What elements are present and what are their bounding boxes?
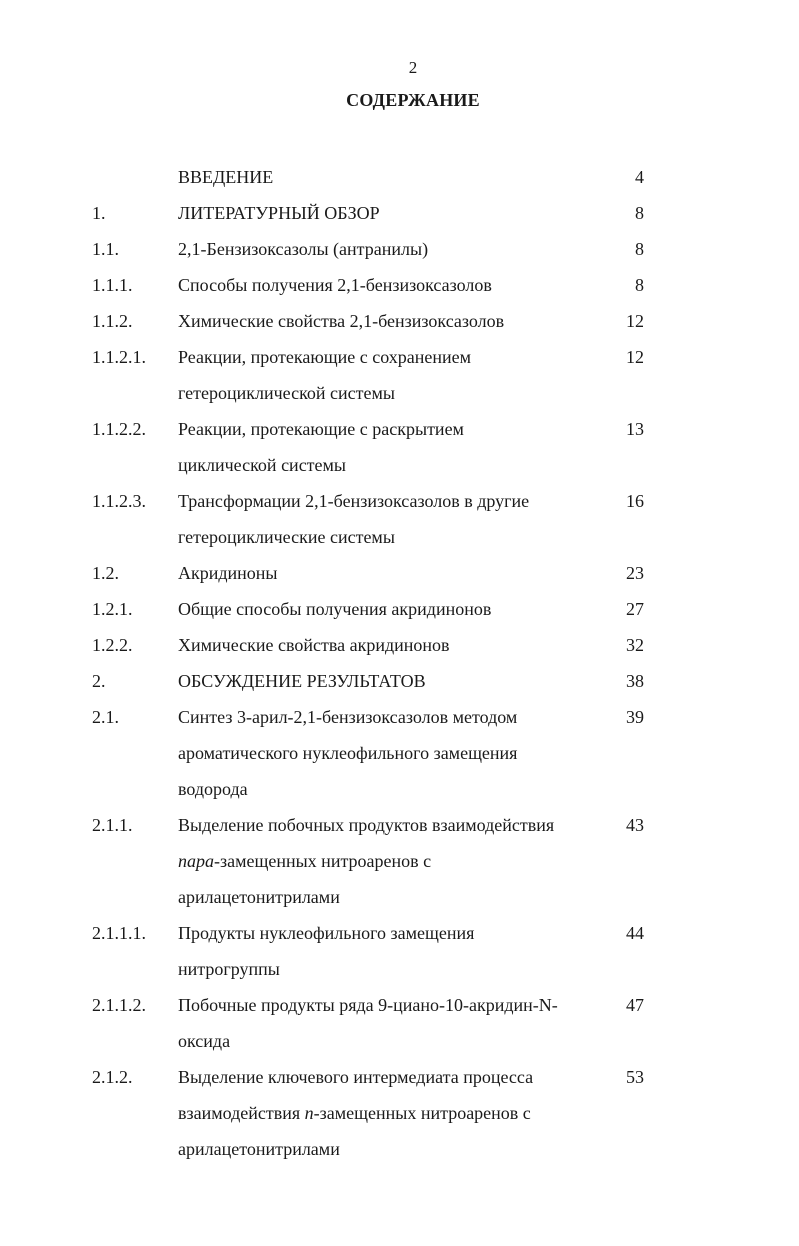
toc-number: 2.1.1.2. (92, 995, 146, 1015)
toc-entry-text: Акридиноны (178, 563, 278, 583)
table-of-contents (92, 159, 662, 1167)
toc-italic-term: пара (178, 851, 214, 871)
toc-page-number: 44 (626, 923, 644, 943)
toc-row (92, 1059, 662, 1167)
toc-page-number: 27 (626, 599, 644, 619)
toc-number: 1.1.2. (92, 311, 133, 331)
toc-number: 2.1.2. (92, 1067, 133, 1087)
page-number: 2 (408, 58, 418, 77)
toc-page-number: 8 (635, 239, 644, 259)
toc-number: 1. (92, 203, 106, 223)
toc-number: 1.1.2.1. (92, 347, 146, 367)
page-title: СОДЕРЖАНИЕ (346, 90, 480, 110)
toc-row (92, 339, 662, 411)
toc-number: 1.2.1. (92, 599, 133, 619)
toc-row (92, 267, 662, 303)
toc-number: 1.2.2. (92, 635, 133, 655)
toc-row (92, 663, 662, 699)
toc-number: 1.1.1. (92, 275, 133, 295)
toc-entry-text: Способы получения 2,1-бензизоксазолов (178, 275, 492, 295)
toc-page-number: 8 (635, 203, 644, 223)
toc-page-number: 16 (626, 491, 644, 511)
toc-row (92, 915, 662, 987)
toc-row (92, 987, 662, 1059)
toc-italic-term: п (304, 1103, 314, 1123)
toc-entry-text: Трансформации 2,1-бензизоксазолов в другие гетероциклические системы (178, 491, 530, 547)
toc-number: 2.1.1.1. (92, 923, 146, 943)
toc-entry-text: Химические свойства акридинонов (178, 635, 450, 655)
toc-row (92, 627, 662, 663)
toc-page-number: 23 (626, 563, 644, 583)
toc-page-number: 12 (626, 347, 644, 367)
toc-row (92, 699, 662, 807)
toc-entry-text: Выделение побочных продуктов взаимодействия пара-замещенных нитроаренов с арилацетонитрилами (178, 815, 555, 907)
toc-row (92, 231, 662, 267)
toc-row (92, 591, 662, 627)
toc-entry-text: Выделение ключевого интермедиата процесса взаимодействия п-замещенных нитроаренов с арилацетонитрилами (178, 1067, 534, 1159)
toc-entry-text: Синтез 3-арил-2,1-бензизоксазолов методом ароматического нуклеофильного замещения водорода (178, 707, 518, 799)
toc-page-number: 43 (626, 815, 644, 835)
toc-page-number: 13 (626, 419, 644, 439)
toc-entry-text: Продукты нуклеофильного замещения нитрогруппы (178, 923, 475, 979)
toc-number: 1.1.2.2. (92, 419, 146, 439)
toc-row (92, 159, 662, 195)
toc-page-number: 32 (626, 635, 644, 655)
toc-entry-text: Общие способы получения акридинонов (178, 599, 492, 619)
toc-row (92, 303, 662, 339)
toc-number: 2.1.1. (92, 815, 133, 835)
toc-number: 1.2. (92, 563, 119, 583)
toc-row (92, 195, 662, 231)
toc-entry-text: ЛИТЕРАТУРНЫЙ ОБЗОР (178, 203, 380, 223)
toc-number: 2.1. (92, 707, 119, 727)
toc-entry-text: 2,1-Бензизоксазолы (антранилы) (178, 239, 429, 259)
toc-number: 1.1. (92, 239, 119, 259)
toc-page-number: 39 (626, 707, 644, 727)
toc-page-number: 47 (626, 995, 644, 1015)
toc-entry-text: ВВЕДЕНИЕ (178, 167, 274, 187)
toc-row (92, 555, 662, 591)
toc-entry-text: Химические свойства 2,1-бензизоксазолов (178, 311, 505, 331)
toc-number: 1.1.2.3. (92, 491, 146, 511)
toc-entry-text: Реакции, протекающие с сохранением гетероциклической системы (178, 347, 472, 403)
toc-page-number: 38 (626, 671, 644, 691)
toc-row (92, 483, 662, 555)
toc-entry-text: ОБСУЖДЕНИЕ РЕЗУЛЬТАТОВ (178, 671, 426, 691)
toc-entry-text: Реакции, протекающие с раскрытием циклической системы (178, 419, 464, 475)
toc-entry-text: Побочные продукты ряда 9-циано-10-акридин-N- оксида (178, 995, 558, 1051)
toc-page-number: 8 (635, 275, 644, 295)
toc-number: 2. (92, 671, 106, 691)
toc-page-number: 4 (635, 167, 644, 187)
toc-page-number: 53 (626, 1067, 644, 1087)
toc-page-number: 12 (626, 311, 644, 331)
toc-row (92, 807, 662, 915)
toc-row (92, 411, 662, 483)
